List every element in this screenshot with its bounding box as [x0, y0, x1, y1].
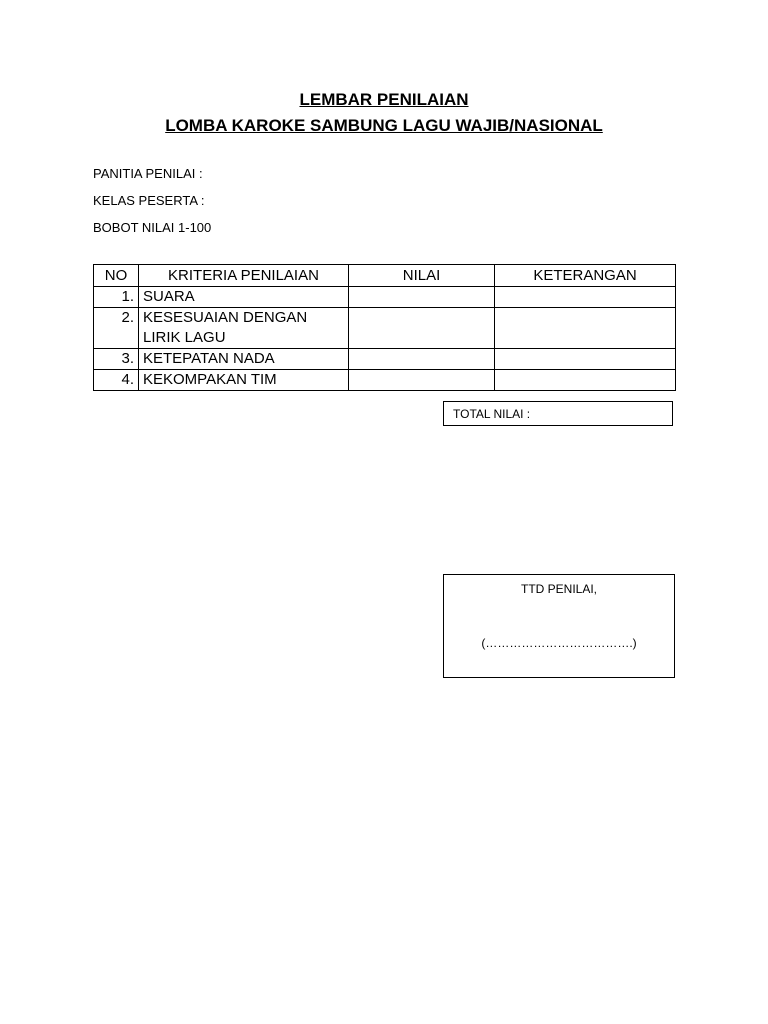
table-row	[94, 308, 676, 349]
row-number: 4.	[94, 370, 139, 391]
table-header-row	[94, 265, 676, 287]
row-kriteria	[139, 349, 349, 370]
total-nilai-label: TOTAL NILAI :	[453, 407, 531, 421]
signature-name-line: (……………………………….)	[481, 636, 637, 650]
table-row	[94, 349, 676, 370]
row-keterangan-cell	[495, 370, 676, 391]
document-subtitle: LOMBA KAROKE SAMBUNG LAGU WAJIB/NASIONAL	[165, 116, 603, 135]
row-kriteria	[139, 370, 349, 391]
header-keterangan: KETERANGAN	[495, 265, 676, 287]
signature-box	[443, 574, 675, 678]
row-nilai-cell	[349, 308, 495, 349]
kriteria-text: KESESUAIAN DENGAN	[143, 309, 308, 326]
row-number: 1.	[94, 287, 139, 308]
row-kriteria	[139, 308, 349, 349]
row-keterangan-cell	[495, 349, 676, 370]
row-number: 2.	[94, 308, 139, 349]
document-title: LEMBAR PENILAIAN	[299, 90, 469, 109]
signature-title: TTD PENILAI,	[520, 582, 597, 596]
table-row	[94, 370, 676, 391]
header-kriteria: KRITERIA PENILAIAN	[139, 265, 349, 287]
row-kriteria	[139, 287, 349, 308]
kriteria-text: KEKOMPAKAN TIM	[143, 371, 277, 388]
score-table	[93, 264, 676, 391]
row-number: 3.	[94, 349, 139, 370]
kriteria-text: SUARA	[143, 288, 195, 305]
row-keterangan-cell	[495, 287, 676, 308]
row-nilai-cell	[349, 349, 495, 370]
kriteria-text: KETEPATAN NADA	[143, 350, 275, 367]
table-row	[94, 287, 676, 308]
bobot-nilai-label: BOBOT NILAI 1-100	[93, 220, 212, 235]
total-nilai-box	[443, 401, 673, 426]
row-keterangan-cell	[495, 308, 676, 349]
row-nilai-cell	[349, 370, 495, 391]
header-nilai: NILAI	[349, 265, 495, 287]
kelas-peserta-label: KELAS PESERTA :	[93, 193, 205, 208]
row-nilai-cell	[349, 287, 495, 308]
header-no: NO	[94, 265, 139, 287]
panitia-penilai-label: PANITIA PENILAI :	[93, 166, 203, 181]
kriteria-text-line2: LIRIK LAGU	[143, 329, 226, 346]
